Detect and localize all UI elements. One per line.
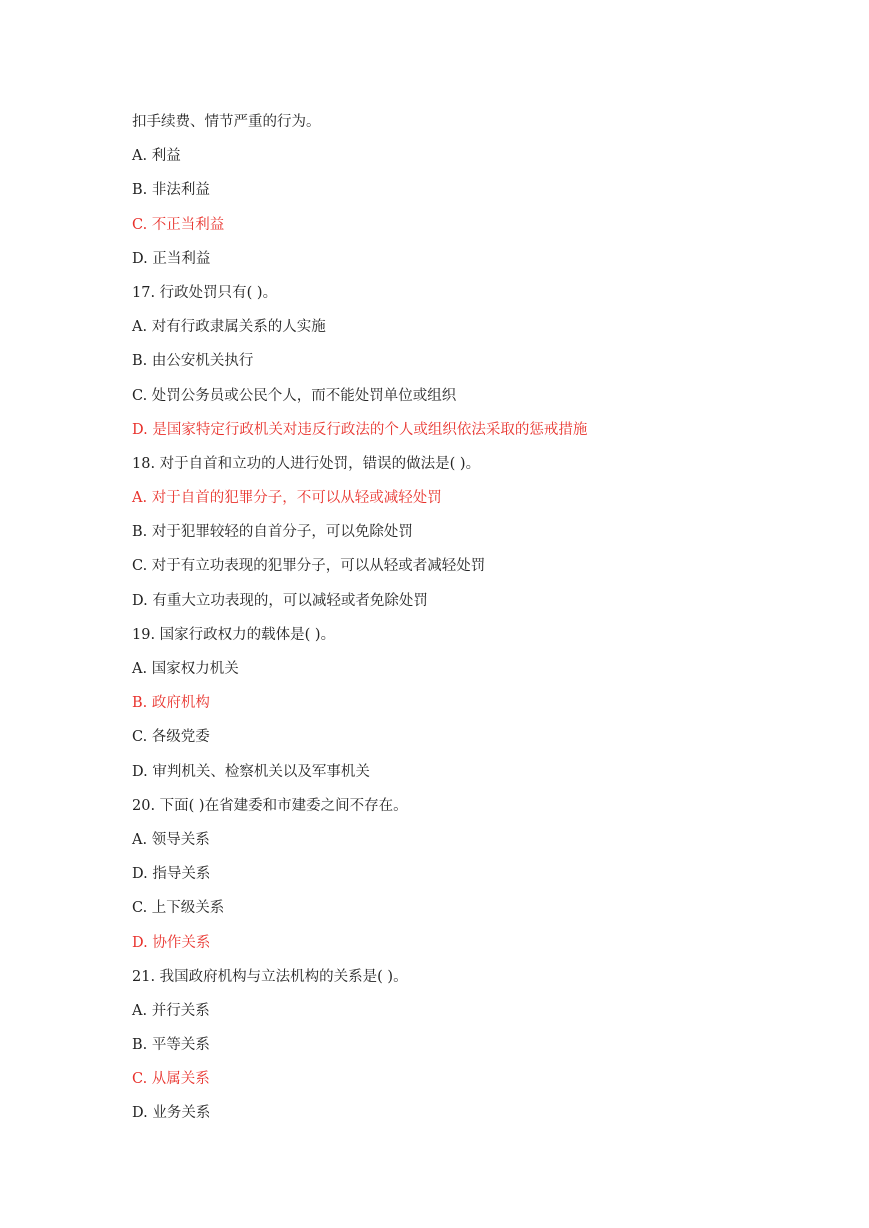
option-21-d: D. 业务关系	[132, 1105, 211, 1122]
option-21-b: B. 平等关系	[132, 1037, 210, 1054]
option-20-a: A. 领导关系	[132, 831, 210, 848]
question-16-tail: 扣手续费、情节严重的行为。	[132, 114, 321, 130]
question-17: 17. 行政处罚只有( )。	[132, 284, 278, 301]
option-20-d-answer: D. 协作关系	[132, 934, 211, 951]
question-20: 20. 下面( )在省建委和市建委之间不存在。	[132, 797, 408, 814]
option-17-d-answer: D. 是国家特定行政机关对违反行政法的个人或组织依法采取的惩戒措施	[132, 421, 588, 438]
option-17-a: A. 对有行政隶属关系的人实施	[132, 319, 326, 336]
option-21-a: A. 并行关系	[132, 1002, 210, 1019]
option-19-d: D. 审判机关、检察机关以及军事机关	[132, 763, 370, 780]
option-20-c: C. 上下级关系	[132, 900, 225, 917]
option-16-d: D. 正当利益	[132, 250, 211, 267]
question-list	[132, 110, 832, 1136]
option-19-b-answer: B. 政府机构	[132, 695, 210, 712]
question-19: 19. 国家行政权力的载体是( )。	[132, 626, 336, 643]
option-17-c: C. 处罚公务员或公民个人，而不能处罚单位或组织	[132, 387, 457, 404]
option-19-a: A. 国家权力机关	[132, 661, 239, 677]
option-16-b: B. 非法利益	[132, 182, 210, 199]
option-18-b: B. 对于犯罪较轻的自首分子，可以免除处罚	[132, 524, 413, 541]
option-18-c: C. 对于有立功表现的犯罪分子，可以从轻或者减轻处罚	[132, 558, 486, 575]
question-21: 21. 我国政府机构与立法机构的关系是( )。	[132, 968, 408, 985]
option-18-a-answer: A. 对于自首的犯罪分子，不可以从轻或减轻处罚	[132, 490, 442, 507]
option-17-b: B. 由公安机关执行	[132, 353, 254, 370]
option-16-a: A. 利益	[132, 148, 181, 165]
question-18: 18. 对于自首和立功的人进行处罚，错误的做法是( )。	[132, 455, 481, 472]
option-18-d: D. 有重大立功表现的，可以减轻或者免除处罚	[132, 592, 428, 609]
option-19-c: C. 各级党委	[132, 729, 210, 746]
option-21-c-answer: C. 从属关系	[132, 1071, 210, 1088]
option-16-c-answer: C. 不正当利益	[132, 216, 225, 233]
option-20-d-first: D. 指导关系	[132, 866, 211, 883]
